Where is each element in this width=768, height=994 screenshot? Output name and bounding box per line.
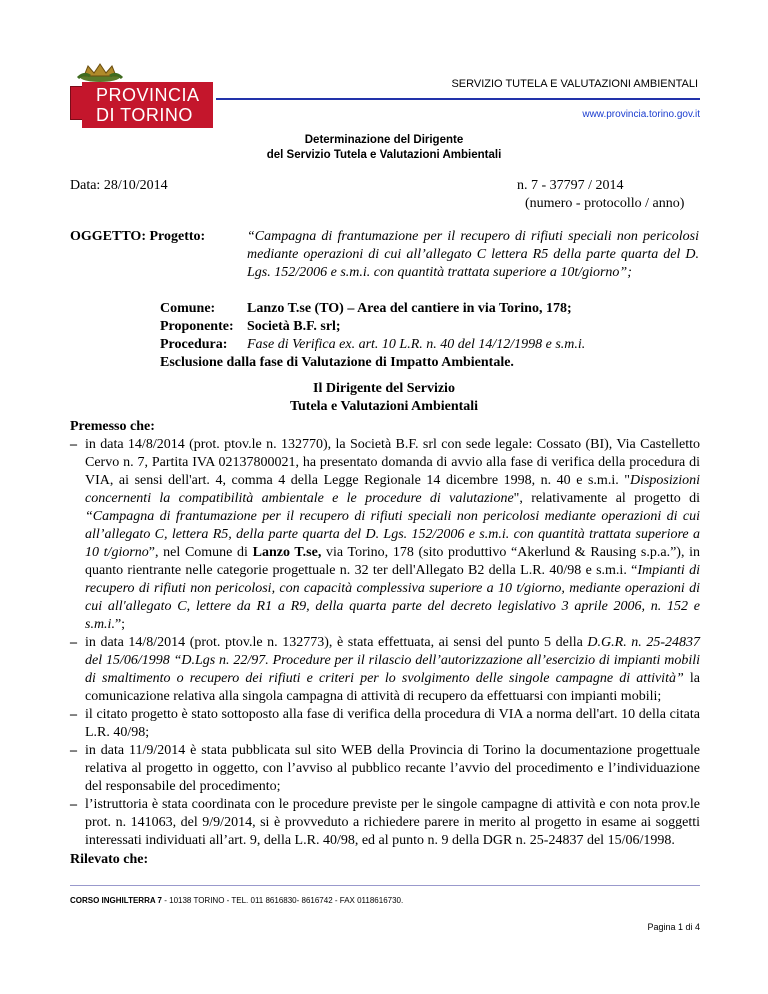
protocol-note: (numero - protocollo / anno) bbox=[525, 196, 685, 211]
header-rule bbox=[216, 98, 700, 100]
list-dash: – bbox=[70, 743, 77, 758]
list-item: – in data 11/9/2014 è stata pubblicata sul sito WEB della Provincia di Torino la documentazione progettuale relativa al progetto in oggetto, con l’avviso al pubblico recante l’avvio del procedimento e l’individuazione del responsabile del procedimento; bbox=[70, 743, 700, 794]
service-header: SERVIZIO TUTELA E VALUTAZIONI AMBIENTALI bbox=[451, 78, 698, 90]
dirigente-heading-line2: Tutela e Valutazioni Ambientali bbox=[289, 399, 479, 414]
determination-title-line1: Determinazione del Dirigente bbox=[304, 134, 464, 146]
list-item: – in data 14/8/2014 (prot. ptov.le n. 132770), la Società B.F. srl con sede legale: Cossato (BI), Via Castelletto Cervo n. 7, Partita IVA 02137800021, ha presentato domanda di avvio alla fase di verifica della procedura di VIA, ai sensi dell'art. 4, comma 4 della Legge Regionale 14 dicembre 1998, n. 40 e s.m.i. "Disposizioni concernenti la compatibilità ambientale e le procedure di valutazione", relativamente al progetto di “Campagna di frantumazione per il recupero di rifiuti speciali non pericolosi mediante operazioni di cui all’allegato C, lettera R5, della parte quarta del D. Lgs. 152/2006 e s.m.i. con quantità trattata superiore a 10 t/giorno”, nel Comune di Lanzo T.se, via Torino, 178 (sito produttivo “Akerlund & Rausing s.p.a.”), in quanto rientrante nelle categorie progettuale n. 32 ter dell'Allegato B2 della L.R. 40/98 e s.m.i. “Impianti di recupero di rifiuti non pericolosi, con capacità complessiva superiore a 10 t/giorno, mediante operazioni di cui all'allegato C, lettere da R1 a R9, della quarta parte del decreto legislativo 3 aprile 2006, n. 152 e s.m.i.”; bbox=[70, 437, 701, 632]
premesso-list bbox=[70, 436, 700, 850]
comune-value: Lanzo T.se (TO) – Area del cantiere in via Torino, 178; bbox=[247, 301, 572, 316]
list-dash: – bbox=[70, 635, 77, 650]
determination-title bbox=[0, 133, 768, 163]
premesso-heading: Premesso che: bbox=[70, 419, 155, 434]
footer-rule bbox=[70, 885, 700, 886]
document-date: Data: 28/10/2014 bbox=[70, 178, 168, 193]
esclusione-line: Esclusione dalla fase di Valutazione di Impatto Ambientale. bbox=[160, 355, 514, 370]
logo-text-line2: DI TORINO bbox=[96, 105, 193, 125]
list-item: – l’istruttoria è stata coordinata con le procedure previste per le singole campagne di attività e con nota prov.le prot. n. 141063, del 9/9/2014, si è provveduto a richiedere parere in merito al progetto in esame ai soggetti interessati individuati all’art. 9, della L.R. 40/98, ed al punto n. 9 della DGR n. 25-24837 del 15/06/1998. bbox=[70, 797, 700, 848]
provincia-logo bbox=[70, 62, 213, 130]
list-dash: – bbox=[70, 797, 77, 812]
rilevato-heading: Rilevato che: bbox=[70, 852, 149, 867]
procedura-label: Procedura: bbox=[160, 337, 228, 352]
page-number: Pagina 1 di 4 bbox=[647, 922, 700, 932]
list-item: – in data 14/8/2014 (prot. ptov.le n. 132773), è stata effettuata, ai sensi del punto 5 della D.G.R. n. 25-24837 del 15/06/1998 “D.Lgs n. 22/97. Procedure per il rilascio dell’autorizzazione all’esercizio di impianti mobili di smaltimento o recupero dei rifiuti e criteri per lo svolgimento delle singole campagne di attività” la comunicazione relativa alla singola campagna di attività di recupero da effettuarsi con impianti mobili; bbox=[70, 635, 701, 704]
determination-title-line2: del Servizio Tutela e Valutazioni Ambientali bbox=[266, 149, 502, 161]
oggetto-label: OGGETTO: Progetto: bbox=[70, 229, 206, 244]
list-dash: – bbox=[70, 437, 77, 452]
footer-address: CORSO INGHILTERRA 7 - 10138 TORINO - TEL. 011 8616830- 8616742 - FAX 0118616730. bbox=[70, 896, 404, 905]
dirigente-heading bbox=[0, 380, 768, 416]
comune-label: Comune: bbox=[160, 301, 216, 316]
website-link[interactable]: www.provincia.torino.gov.it bbox=[582, 109, 700, 120]
list-dash: – bbox=[70, 707, 77, 722]
logo-text-line1: PROVINCIA bbox=[96, 85, 200, 105]
proponente-label: Proponente: bbox=[160, 319, 234, 334]
dirigente-heading-line1: Il Dirigente del Servizio bbox=[313, 381, 455, 396]
list-item: – il citato progetto è stato sottoposto alla fase di verifica della procedura di VIA a norma dell'art. 10 della citata L.R. 40/98; bbox=[70, 707, 700, 740]
crown-icon bbox=[70, 62, 130, 84]
project-description: “Campagna di frantumazione per il recupero di rifiuti speciali non pericolosi mediante operazioni di cui all’allegato C lettera R5 della parte quarta del D. Lgs. 152/2006 e s.m.i. con quantità trattata superiore a 10t/giorno”; bbox=[247, 229, 699, 280]
protocol-number: n. 7 - 37797 / 2014 bbox=[517, 178, 624, 193]
procedura-value: Fase di Verifica ex. art. 10 L.R. n. 40 del 14/12/1998 e s.m.i. bbox=[247, 337, 586, 352]
proponente-value: Società B.F. srl; bbox=[247, 319, 341, 334]
